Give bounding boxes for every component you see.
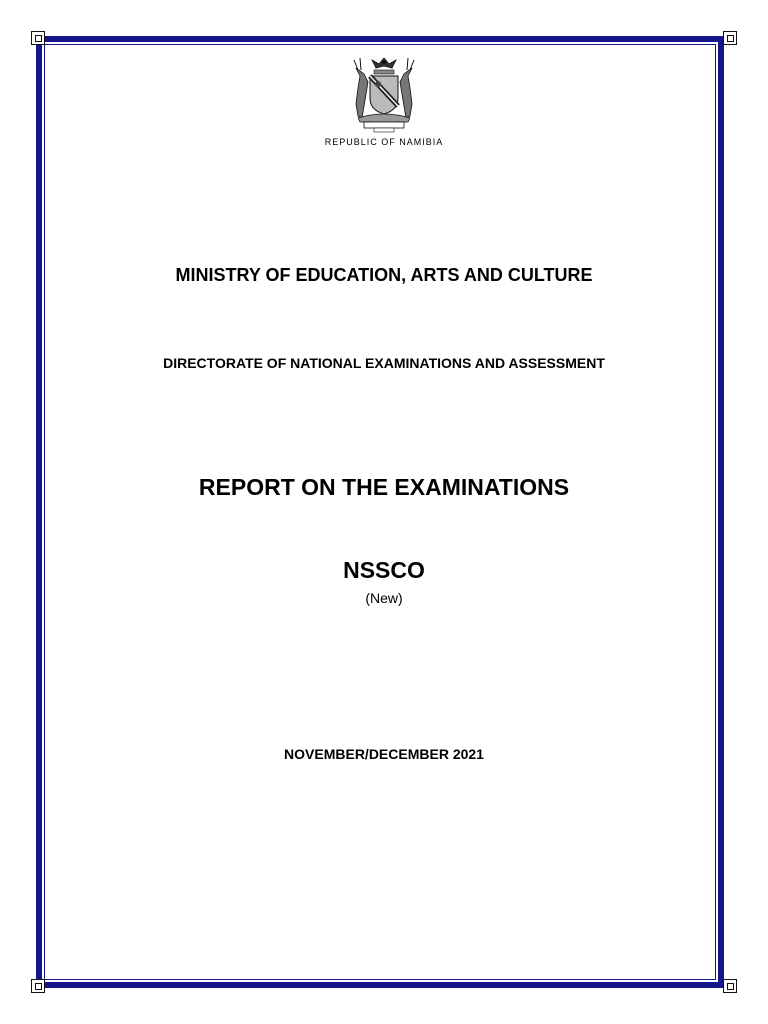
exam-session-date: NOVEMBER/DECEMBER 2021 bbox=[284, 746, 484, 762]
country-name: REPUBLIC OF NAMIBIA bbox=[324, 137, 444, 147]
namibia-coat-of-arms-icon bbox=[346, 54, 422, 134]
qualification-name: NSSCO bbox=[343, 557, 425, 583]
report-title: REPORT ON THE EXAMINATIONS bbox=[198, 474, 570, 500]
corner-ornament-bottom-left bbox=[31, 979, 45, 993]
corner-ornament-bottom-right bbox=[723, 979, 737, 993]
page-border-inner bbox=[44, 44, 716, 980]
qualification-variant: (New) bbox=[365, 590, 403, 606]
ministry-heading: MINISTRY OF EDUCATION, ARTS AND CULTURE bbox=[175, 265, 593, 285]
corner-ornament-top-left bbox=[31, 31, 45, 45]
corner-ornament-top-right bbox=[723, 31, 737, 45]
directorate-heading: DIRECTORATE OF NATIONAL EXAMINATIONS AND ASSESSMENT bbox=[163, 355, 605, 371]
